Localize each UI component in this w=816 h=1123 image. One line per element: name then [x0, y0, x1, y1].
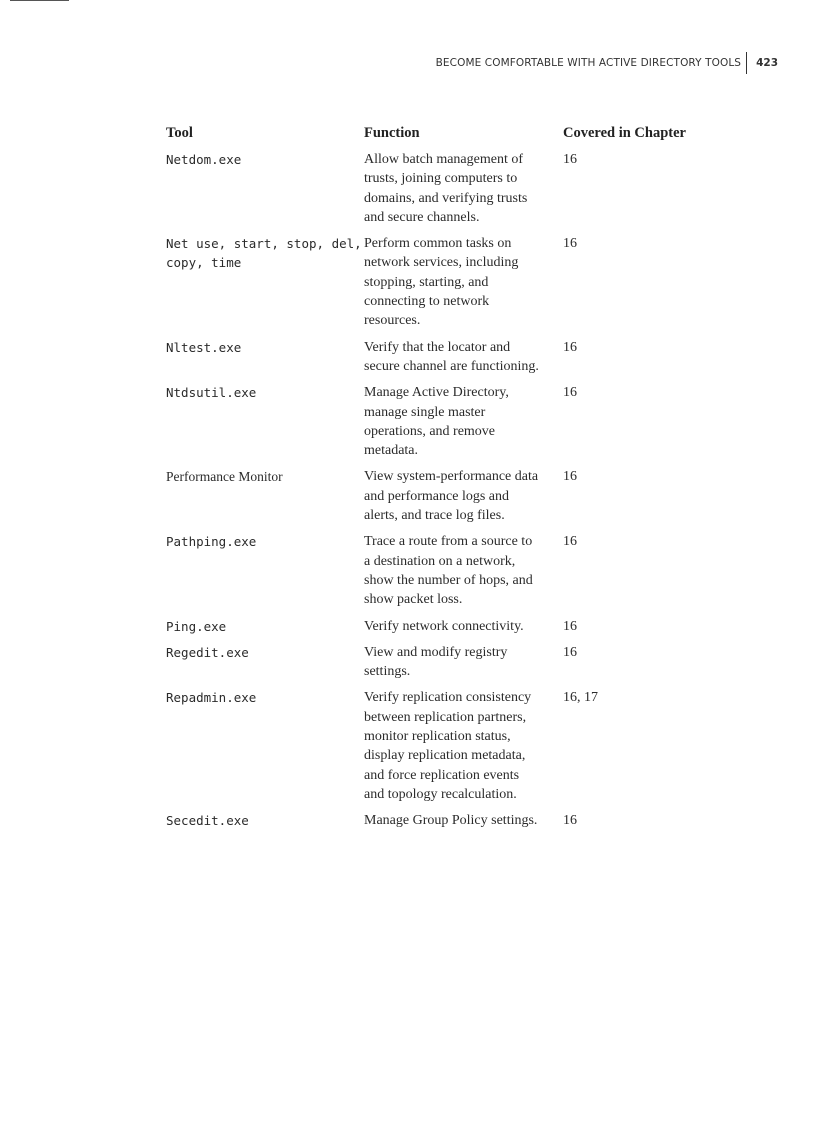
function-cell: View and modify registry settings. [364, 644, 508, 680]
chapter-cell: 16, 17 [563, 690, 598, 706]
column-header-function: Function [364, 125, 420, 141]
chapter-cell: 16 [563, 534, 577, 550]
table-row [166, 532, 706, 609]
tool-cell: Performance Monitor [166, 469, 283, 485]
table-row [166, 643, 706, 682]
function-cell: Perform common tasks on network services, including stopping, starting, and connecting to network resources. [364, 236, 519, 329]
function-cell: Verify network connectivity. [364, 618, 524, 634]
page-number: 423 [756, 56, 778, 69]
table-row [166, 617, 706, 636]
chapter-cell: 16 [563, 618, 577, 634]
running-title: BECOME COMFORTABLE WITH ACTIVE DIRECTORY TOOLS [435, 56, 742, 69]
column-header-chapter: Covered in Chapter [563, 125, 686, 141]
function-cell: View system-performance data and performance logs and alerts, and trace log files. [364, 469, 539, 524]
tool-cell: Netdom.exe [166, 152, 242, 167]
function-cell: Trace a route from a source to a destination on a network, show the number of hops, and show packet loss. [364, 534, 533, 608]
tool-cell: Net use, start, stop, del, copy, time [166, 236, 362, 271]
chapter-cell: 16 [563, 813, 577, 829]
chapter-cell: 16 [563, 469, 577, 485]
tool-cell: Ping.exe [166, 618, 227, 634]
function-cell: Verify replication consistency between replication partners, monitor replication status, display replication metadata, and force replication events and topology recalculation. [364, 690, 532, 802]
chapter-cell: 16 [563, 236, 577, 252]
tool-cell: Repadmin.exe [166, 690, 257, 706]
table-row [166, 467, 706, 525]
table-row [166, 811, 706, 830]
tool-cell: Regedit.exe [166, 644, 249, 660]
function-cell: Manage Active Directory, manage single master operations, and remove metadata. [364, 385, 509, 459]
table-row [166, 383, 706, 460]
tool-cell: Secedit.exe [166, 813, 249, 829]
tools-table [166, 124, 706, 838]
table-row [166, 338, 706, 377]
table-row [166, 150, 706, 227]
chapter-cell: 16 [563, 339, 577, 355]
running-head-divider [746, 52, 747, 74]
chapter-cell: 16 [563, 385, 577, 401]
function-cell: Manage Group Policy settings. [364, 813, 538, 829]
tool-cell: Ntdsutil.exe [166, 385, 257, 401]
chapter-cell: 16 [563, 152, 577, 167]
table-row [166, 234, 706, 330]
function-cell: Allow batch management of trusts, joining computers to domains, and verifying trusts and secure channels. [364, 152, 528, 225]
tool-cell: Pathping.exe [166, 534, 257, 550]
corner-rule [10, 0, 69, 1]
running-head [436, 52, 778, 74]
tool-cell: Nltest.exe [166, 339, 242, 355]
table-row [166, 688, 706, 804]
chapter-cell: 16 [563, 644, 577, 660]
column-header-tool: Tool [166, 125, 193, 141]
function-cell: Verify that the locator and secure channel are functioning. [364, 339, 539, 374]
table-header [166, 124, 706, 143]
